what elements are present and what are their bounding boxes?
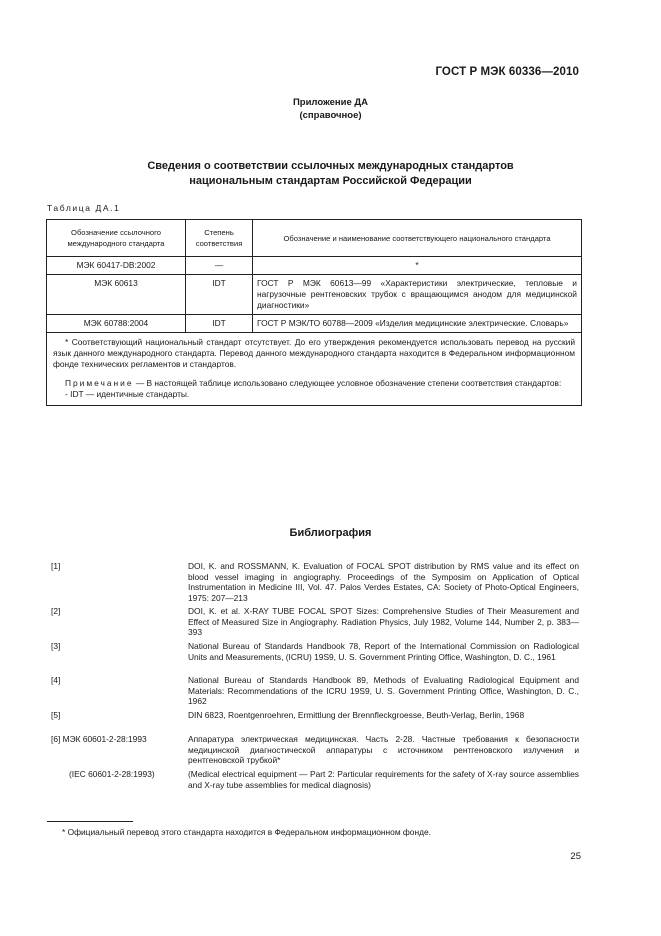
- annex-subtitle: (справочное): [299, 110, 362, 121]
- bibliography-title: Библиография: [289, 527, 372, 539]
- bib-ref: (IEC 60601-2-28:1993): [69, 769, 155, 779]
- cell-degree: —: [186, 257, 253, 275]
- bib-ref: [5]: [51, 710, 61, 720]
- bib-ref: [1]: [51, 561, 61, 571]
- cell-degree: IDT: [186, 315, 253, 333]
- correspondence-table: [46, 219, 582, 406]
- section-title-line2: национальным стандартам Российской Федерации: [189, 175, 472, 187]
- bib-ref: [6] МЭК 60601-2-28:1993: [51, 734, 147, 744]
- bib-text: DOI, K. and ROSSMANN, K. Evaluation of FOCAL SPOT distribution by RMS value and its effect on blood vessel imaging in angiography. Proceedings of the Symposim on Application of Optical Instrumentation in Medicine III, Vol. 47. Palos Verdes Estates, CA: Society of Photo-Optical Engineers, 1975: 207—213: [188, 561, 579, 603]
- header-ref-standard: Обозначение ссылочного международного стандарта: [47, 220, 186, 257]
- bib-text: (Medical electrical equipment — Part 2: Particular requirements for the safety of X-ray source assemblies and X-ray tube assemblies for medical diagnosis): [188, 769, 579, 790]
- table-label: Таблица ДА.1: [47, 203, 121, 213]
- cell-ref: МЭК 60788:2004: [47, 315, 186, 333]
- bib-text: National Bureau of Standards Handbook 89, Methods of Evaluating Radiological Equipment and Materials: Recommendations of the ICRU 19S9, U. S. Government Printing Office, Washington, D. C., 1962: [188, 675, 579, 707]
- standard-designation: ГОСТ Р МЭК 60336—2010: [435, 66, 579, 78]
- header-degree: Степень соответствия: [186, 220, 253, 257]
- cell-ref: МЭК 60613: [47, 275, 186, 315]
- page-number: 25: [570, 851, 581, 862]
- table-footnote-cell: [47, 333, 582, 406]
- footnote-separator: [47, 821, 133, 822]
- page-footnote: * Официальный перевод этого стандарта находится в Федеральном информационном фонде.: [62, 827, 431, 837]
- bib-text: Аппаратура электрическая медицинская. Часть 2-28. Частные требования к безопасности медицинской диагностической аппаратуры с источником рентгеновского излучения и рентгеновской трубкой*: [188, 734, 579, 766]
- bib-text: DIN 6823, Roentgenroehren, Ermittlung der Brennfleckgroesse, Beuth-Verlag, Berlin, 1968: [188, 710, 525, 720]
- note-text: — В настоящей таблице использовано следующее условное обозначение степени соответствия стандартов:: [135, 378, 562, 388]
- cell-national: *: [253, 257, 582, 275]
- table-note: [53, 378, 575, 389]
- table-row: [47, 257, 582, 275]
- cell-national: ГОСТ Р МЭК/ТО 60788—2009 «Изделия медицинские электрические. Словарь»: [253, 315, 582, 333]
- cell-degree: IDT: [186, 275, 253, 315]
- bib-text: National Bureau of Standards Handbook 78, Report of the International Commission on Radiological Units and Measurements, (ICRU) 19S9, U. S. Government Printing Office, Washington, D. C., 1961: [188, 641, 579, 662]
- table-row: [47, 275, 582, 315]
- bib-ref: [3]: [51, 641, 61, 651]
- bib-ref: [4]: [51, 675, 61, 685]
- annex-title: Приложение ДА: [292, 97, 369, 108]
- header-national-standard: Обозначение и наименование соответствующего национального стандарта: [253, 220, 582, 257]
- bib-ref: [2]: [51, 606, 61, 616]
- note-label: Примечание: [65, 378, 134, 388]
- note-item: - IDT — идентичные стандарты.: [65, 389, 190, 399]
- cell-national: ГОСТ Р МЭК 60613—99 «Характеристики электрические, тепловые и нагрузочные рентгеновских трубок с вращающимся анодом для медицинской диагностики»: [253, 275, 582, 315]
- cell-ref: МЭК 60417-DB:2002: [47, 257, 186, 275]
- section-title-line1: Сведения о соответствии ссылочных международных стандартов: [147, 160, 514, 172]
- table-footnote-row: [47, 333, 582, 406]
- bib-text: DOI, K. et al. X-RAY TUBE FOCAL SPOT Sizes: Comprehensive Studies of Their Measurement and Effect of Measured Size in Angiography. Radiation Physics, July 1982, Volume 144, Number 2, p. 383—393: [188, 606, 579, 638]
- table-footnote-text: * Соответствующий национальный стандарт отсутствует. До его утверждения рекомендуется использовать перевод на русский язык данного международного стандарта. Перевод данного международного стандарта находится в Федеральном информационном фонде технических регламентов и стандартов.: [53, 337, 575, 369]
- table-row: [47, 315, 582, 333]
- table-header-row: [47, 220, 582, 257]
